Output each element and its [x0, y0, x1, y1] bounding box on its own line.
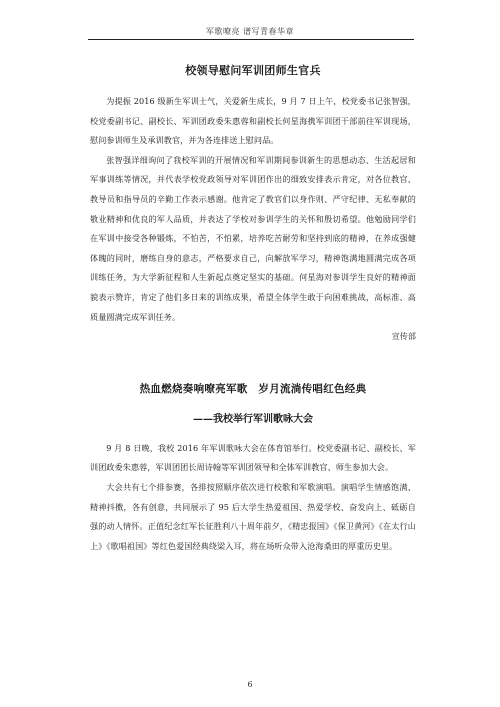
article2-paragraph-2: 大会共有七个排参赛，各排按照顺序依次进行校歌和军歌演唱。演唱学生情感饱满、精神抖擞，各有创意，共同展示了 95 后大学生热爱祖国、热爱学校、奋发向上、砥砺自强的动人情怀。正值纪念红军长征胜利八十周年前夕，《精忠报国》《保卫黄河》《在太行山上》《歌唱祖国》等红色爱国经典绕梁入耳，将在场听众带入沧海桑田的厚重历史里。	[90, 481, 416, 551]
article2-title: 热血燃烧奏响嘹亮军歌 岁月流淌传唱红色经典	[139, 382, 367, 395]
article1-title: 校领导慰问军训团师生官兵	[185, 64, 321, 77]
article1-paragraph-2: 张智强详细询问了我校军训的开展情况和军训期间参训新生的思想动态、生活起居和军事训练等情况，并代表学校党政领导对军训团作出的细致安排表示肯定，对各位教官、教导员和指导员的辛勤工作表示感谢。他肯定了教官们以身作则、严守纪律、无私奉献的敬业精神和优良的军人品质，并表达了学校对参训学生的关怀和殷切希望。他勉励同学们在军训中接受各种锻炼，不怕苦，不怕累，培养吃苦耐劳和坚持到底的精神，在养成强健体魄的同时，磨练自身的意志，严格要求自己，向解放军学习，精神饱满地圆满完成各项训练任务，为大学新征程和人生新起点奠定坚实的基础。何星海对参训学生良好的精神面貌表示赞许，肯定了他们多日来的训练成果，希望全体学生敢于向困难挑战，高标准、高质量圆满完成军训任务。	[90, 154, 416, 322]
running-header: 军歌嘹亮 谱写青春华章	[205, 27, 295, 36]
article1-signature: 宣传部	[391, 331, 416, 342]
document-body	[90, 62, 416, 556]
article2-paragraph-1: 9 月 8 日晚，我校 2016 年军训歌咏大会在体育馆举行。校党委副书记、副校长、军训团政委朱惠蓉，军训团团长周诗翰等军训团领导和全体军训教官、师生参加大会。	[90, 442, 416, 473]
article2-subtitle: ——我校举行军训歌咏大会	[193, 413, 313, 425]
header-rule	[88, 39, 414, 40]
article1-paragraph-1: 为提振 2016 级新生军训士气，关爱新生成长，9 月 7 日上午，校党委书记张智强，校党委副书记、副校长、军训团政委朱惠蓉和副校长何星海携军训团干部前往军训现场，慰问参训师生及承训教官，并为各连排送上慰问品。	[90, 96, 416, 146]
page-number: 6	[247, 680, 253, 689]
